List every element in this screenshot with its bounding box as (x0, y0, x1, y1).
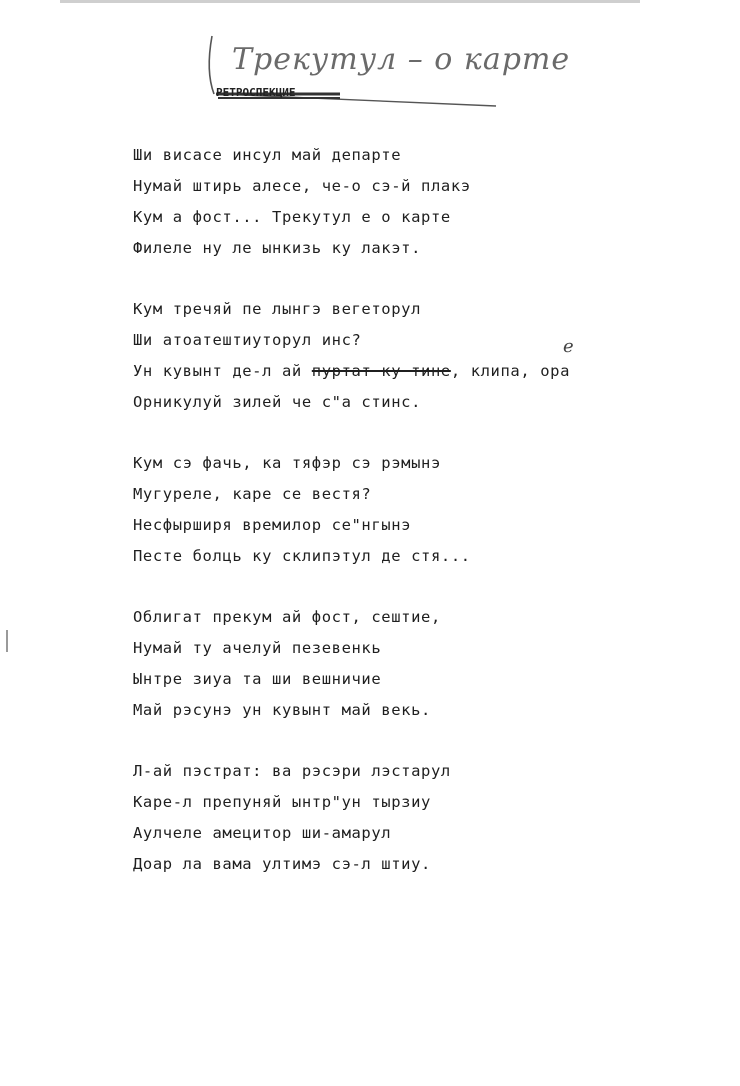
poem-line: Л-ай пэстрат: ва рэсэри лэстарул (133, 762, 451, 780)
paper-top-edge (60, 0, 640, 3)
poem-line: Филеле ну ле ынкизь ку лакэт. (133, 239, 422, 257)
poem-line: Ши висасе инсул май департе (133, 146, 402, 164)
poem-line: Несфырширя времилор се"нгынэ (133, 516, 412, 534)
poem (133, 140, 693, 880)
poem-line: Ынтре зиуа та ши вешничие (133, 670, 382, 688)
poem-line: Аулчеле амецитор ши-амарул (133, 824, 392, 842)
stanza-gap (133, 264, 693, 294)
struck-typed-title: РЕТРОСПЕКЦИЕ (216, 86, 296, 99)
stanza-5 (133, 756, 693, 880)
stanza-3 (133, 448, 693, 572)
stanza-gap (133, 418, 693, 448)
poem-line: Кум тречяй пе лынгэ вегеторул (133, 300, 422, 318)
stanza-2 (133, 294, 693, 418)
stanza-4 (133, 602, 693, 726)
margin-mark (6, 630, 8, 652)
poem-line: Кум сэ фачь, ка тяфэр сэ рэмынэ (133, 454, 441, 472)
line-segment: Ун кувынт де-л ай (133, 362, 312, 380)
poem-line: Мугуреле, каре се вестя? (133, 485, 372, 503)
stanza-1 (133, 140, 693, 264)
poem-line: Ши атоатештиуторул инс? (133, 331, 362, 349)
line-segment: , клипа, ора (450, 362, 571, 380)
title-area (200, 28, 571, 118)
poem-line: Облигат прекум ай фост, сештие, (133, 608, 441, 626)
stanza-gap (133, 726, 693, 756)
poem-line: Песте болць ку склипэтул де стя... (133, 547, 471, 565)
stanza-gap (133, 572, 693, 602)
handwritten-correction: е (563, 336, 574, 357)
poem-line: Орникулуй зилей че с"а стинс. (133, 393, 422, 411)
poem-line: Май рэсунэ ун кувынт май векь. (133, 701, 431, 719)
poem-line: Нумай штирь алесе, че-о сэ-й плакэ (133, 177, 471, 195)
poem-line: Доар ла вама ултимэ сэ-л штиу. (133, 855, 431, 873)
poem-line: Каре-л препуняй ынтр"ун тырзиу (133, 793, 431, 811)
poem-line-with-correction (133, 356, 693, 387)
handwritten-title: Трекутул – о карте (232, 42, 571, 77)
struck-text: пуртат ку тине (311, 362, 451, 380)
poem-line: Кум а фост... Трекутул е о карте (133, 208, 451, 226)
poem-line: Нумай ту ачелуй пезевенкь (133, 639, 382, 657)
